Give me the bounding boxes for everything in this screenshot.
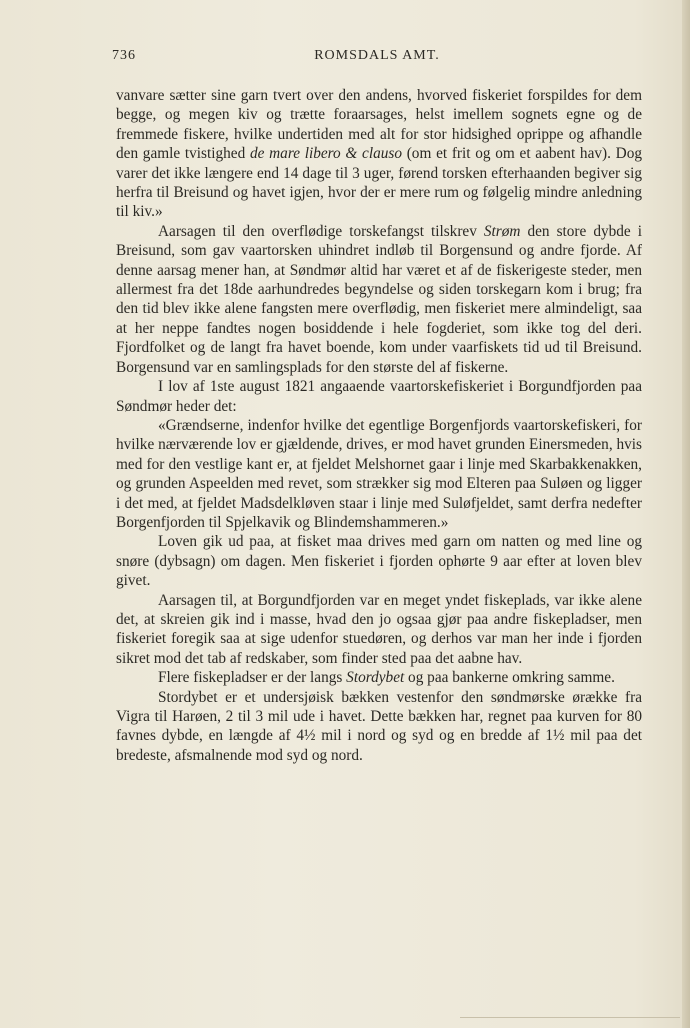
paragraph: [116, 416, 642, 532]
paragraph: [116, 688, 642, 766]
page-edge: [682, 0, 690, 1028]
italic-term: Stordybet: [346, 669, 405, 687]
text-run: Loven gik ud paa, at fisket maa drives med garn om natten og med line og snøre (dybsagn) om dagen. Men fiskeriet i fjorden ophørte 9 aar efter at loven blev givet.: [116, 533, 642, 590]
text-run: I lov af 1ste august 1821 angaaende vaartorskefiskeriet i Borgundfjorden paa Søndmør heder det:: [116, 378, 642, 415]
text-run: Stordybet er et undersjøisk bækken vestenfor den søndmørske ørække fra Vigra til Harøen, 2 til 3 mil ude i havet. Dette bækken har, regnet paa kurven for 80 favnes dybde, en længde af 4½ mil i nord og syd og en bredde af 1½ mil paa det bredeste, afsmalnende mod syd og nord.: [116, 688, 642, 764]
italic-term: de mare libero & clauso: [249, 145, 402, 163]
page-header: [112, 48, 642, 70]
text-run: vanvare sætter sine garn tvert over den andens, hvorved fiskeriet forspildes for dem begge, og megen kiv og trætte foraarsages, helst imellem sognets egne og de fremmede fiskere, hvilke undertiden med alt for stor hidsighed oprippe og afhandle den gamle tvistighed: [116, 87, 642, 163]
paragraph: [116, 222, 642, 377]
italic-term: Strøm: [483, 222, 521, 240]
text-run: Flere fiskepladser er der langs: [158, 669, 347, 687]
paragraph: [116, 377, 642, 416]
paragraph: [116, 591, 642, 669]
body-text: [116, 86, 642, 765]
paragraph: [116, 86, 642, 222]
bottom-rule: [460, 1017, 680, 1018]
page-number: 736: [112, 48, 136, 63]
text-run: Aarsagen til den overflødige torskefangst tilskrev: [158, 222, 484, 240]
text-run: «Grændserne, indenfor hvilke det egentlige Borgenfjords vaartorskefiskeri, for hvilke nærværende lov er gjældende, drives, er mod havet grunden Einersmeden, hvis med for den vestlige kant er, at fjeldet Melshornet gaar i linje med Skarbakkenakken, og grunden Aspeelden med revet, som strækker sig mod Elteren paa Suløen og ligger i det med, at fjeldet Madsdelkløven staar i linje med Suløfjeldet, samt derfra nedefter Borgenfjorden til Spjelkavik og Blindemshammeren.»: [116, 416, 642, 531]
paragraph: [116, 668, 642, 687]
text-run: og paa bankerne omkring samme.: [404, 669, 615, 687]
running-title: ROMSDALS AMT.: [314, 48, 440, 63]
paragraph: [116, 532, 642, 590]
text-run: Aarsagen til, at Borgundfjorden var en meget yndet fiskeplads, var ikke alene det, at skreien gik ind i masse, hvad den jo ogsaa gjør paa andre fiskepladser, men fiskeriet foregik saa at sige udenfor stuedøren, og derhos var man her inde i fjorden sikret mod det tab af redskaber, som finder sted paa det aabne hav.: [116, 591, 642, 667]
text-run: (om et frit og om et aabent hav). Dog varer det ikke længere end 14 dage til 3 uger, førend torsken efterhaanden begiver sig herfra til Breisund og havet igjen, hvor der er mere rum og følgelig mindre anledning til kiv.»: [116, 145, 642, 221]
text-run: den store dybde i Breisund, som gav vaartorsken uhindret indløb til Borgensund og andre fjorde. Af denne aarsag mener han, at Søndmør altid har været et af de fiskerigeste steder, men allermest fra det 18de aarhundredes begyndelse og siden torskegarn kom i brug; fra den tid blev ikke alene fangsten mere overflødig, men fiskeriet mere almindeligt, saa at her neppe fandtes nogen bosiddende i hele fogderiet, som ikke tog del deri. Fjordfolket og de langt fra havet boende, kom under vaarfiskets tid ud til Breisund. Borgensund var en samlingsplads for den største del af fiskerne.: [116, 222, 642, 376]
